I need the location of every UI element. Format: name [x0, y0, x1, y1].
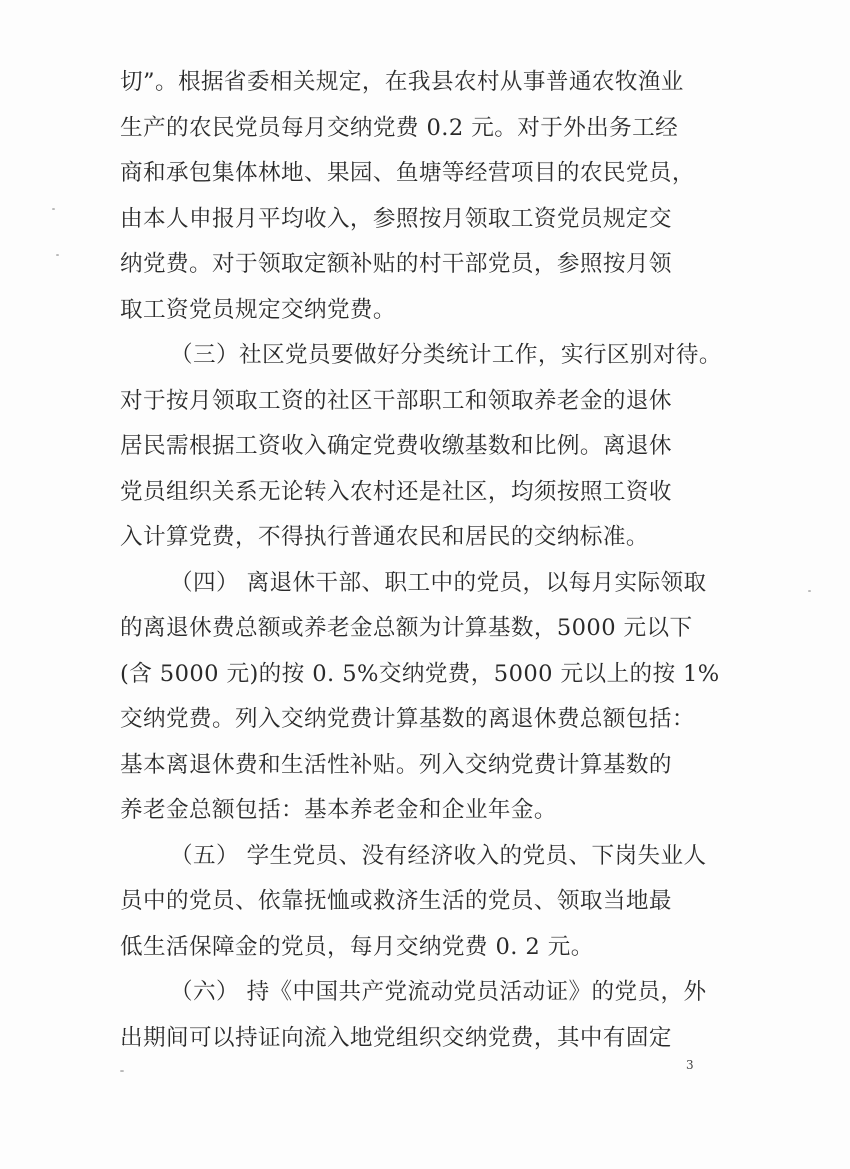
body-line: 基本离退休费和生活性补贴。列入交纳党费计算基数的: [120, 751, 672, 778]
body-line: 居民需根据工资收入确定党费收缴基数和比例。离退休: [120, 433, 672, 459]
body-line: 对于按月领取工资的社区干部职工和领取养老金的退休: [120, 387, 672, 414]
body-line: 取工资党员规定交纳党费。: [120, 296, 396, 323]
body-line: 由本人申报月平均收入，参照按月领取工资党员规定交: [120, 205, 672, 232]
body-line: 员中的党员、依靠抚恤或救济生活的党员、领取当地最: [120, 888, 672, 914]
body-line: 交纳党费。列入交纳党费计算基数的离退休费总额包括：: [120, 706, 695, 732]
body-line: 纳党费。对于领取定额补贴的村干部党员，参照按月领: [120, 251, 672, 277]
section-heading-4: （四） 离退休干部、职工中的党员，以每月实际领取: [170, 569, 707, 596]
section-heading-3: （三）社区党员要做好分类统计工作，实行区别对待。: [170, 342, 722, 368]
page-number: 3: [686, 1058, 694, 1072]
scan-speck: [56, 254, 59, 256]
body-line: 养老金总额包括：基本养老金和企业年金。: [120, 797, 557, 823]
body-line: 切”。根据省委相关规定，在我县农村从事普通农牧渔业: [120, 69, 684, 95]
scan-speck: [52, 208, 55, 210]
scan-speck: [808, 590, 811, 592]
body-line: 出期间可以持证向流入地党组织交纳党费，其中有固定: [120, 1024, 672, 1051]
body-line: 商和承包集体林地、果园、鱼塘等经营项目的农民党员，: [120, 160, 695, 186]
body-line: 入计算党费，不得执行普通农民和居民的交纳标准。: [120, 524, 649, 550]
scan-speck: [120, 1070, 124, 1072]
body-line: 低生活保障金的党员，每月交纳党费 0. 2 元。: [120, 933, 594, 960]
body-line: 党员组织关系无论转入农村还是社区，均须按照工资收: [120, 478, 672, 505]
body-line: 生产的农民党员每月交纳党费 0.2 元。对于外出务工经: [120, 114, 679, 141]
body-line: (含 5000 元)的按 0. 5%交纳党费，5000 元以上的按 1%: [120, 660, 720, 687]
body-line: 的离退休费总额或养老金总额为计算基数，5000 元以下: [120, 615, 693, 641]
section-heading-6: （六） 持《中国共产党流动党员活动证》的党员，外: [170, 979, 707, 1005]
section-heading-5: （五） 学生党员、没有经济收入的党员、下岗失业人: [170, 842, 707, 869]
document-body: [120, 60, 720, 1061]
